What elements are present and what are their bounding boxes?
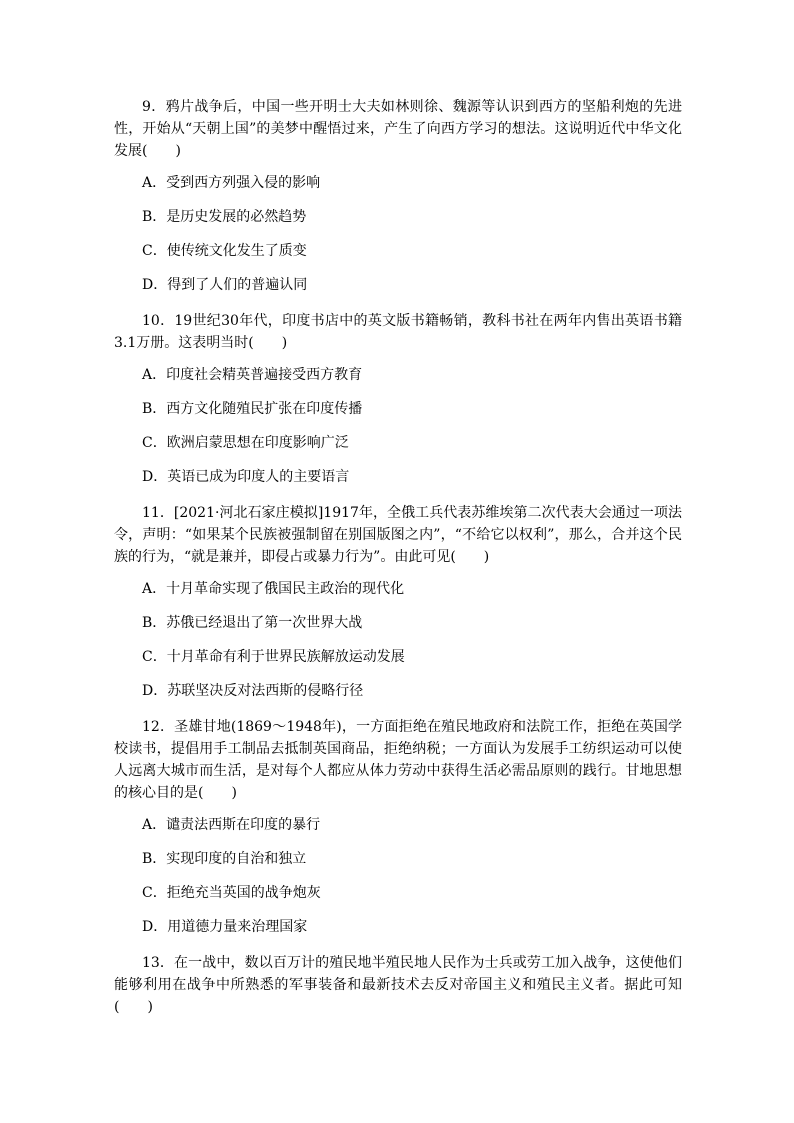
option-list <box>114 816 682 936</box>
option-c: C．拒绝充当英国的战争炮灰 <box>142 885 321 901</box>
question-12 <box>114 716 682 936</box>
option-a: A．十月革命实现了俄国民主政治的现代化 <box>142 581 405 597</box>
question-list <box>114 96 682 1020</box>
option-d: D．用道德力量来治理国家 <box>142 919 308 935</box>
option-list <box>114 580 682 700</box>
option-a: A．受到西方列强入侵的影响 <box>142 175 321 191</box>
option-c: C．十月革命有利于世界民族解放运动发展 <box>142 649 405 665</box>
question-stem: 10．19世纪30年代，印度书店中的英文版书籍畅销，教科书社在两年内售出英语书籍3.1万册。这表明当时( ) <box>114 313 682 351</box>
option-c: C．使传统文化发生了质变 <box>142 243 307 259</box>
question-stem: 12．圣雄甘地(1869～1948年)，一方面拒绝在殖民地政府和法院工作，拒绝在英国学校读书，提倡用手工制品去抵制英国商品，拒绝纳税；一方面认为发展手工纺织运动可以使人远离大城市而生活，是对每个人都应从体力劳动中获得生活必需品原则的践行。甘地思想的核心目的是( ) <box>114 719 682 801</box>
question-stem: 11．[2021·河北石家庄模拟]1917年，全俄工兵代表苏维埃第二次代表大会通过一项法令，声明：“如果某个民族被强制留在别国版图之内”，“不给它以权利”，那么，合并这个民族的行为，“就是兼并，即侵占或暴力行为”。由此可见( ) <box>114 505 682 565</box>
question-10 <box>114 310 682 486</box>
option-a: A．印度社会精英普遍接受西方教育 <box>142 367 363 383</box>
question-13 <box>114 952 682 1018</box>
option-b: B．是历史发展的必然趋势 <box>142 209 307 225</box>
option-d: D．苏联坚决反对法西斯的侵略行径 <box>142 683 364 699</box>
question-stem: 9．鸦片战争后，中国一些开明士大夫如林则徐、魏源等认识到西方的坚船利炮的先进性，开始从“天朝上国”的美梦中醒悟过来，产生了向西方学习的想法。这说明近代中华文化发展( ) <box>114 99 682 159</box>
option-d: D．得到了人们的普遍认同 <box>142 277 308 293</box>
option-c: C．欧洲启蒙思想在印度影响广泛 <box>142 435 349 451</box>
option-b: B．实现印度的自治和独立 <box>142 851 307 867</box>
question-stem: 13．在一战中，数以百万计的殖民地半殖民地人民作为士兵或劳工加入战争，这使他们能够利用在战争中所熟悉的军事装备和最新技术去反对帝国主义和殖民主义者。据此可知( ) <box>114 955 682 1015</box>
option-b: B．苏俄已经退出了第一次世界大战 <box>142 615 363 631</box>
question-9 <box>114 96 682 294</box>
option-a: A．谴责法西斯在印度的暴行 <box>142 817 321 833</box>
option-d: D．英语已成为印度人的主要语言 <box>142 469 350 485</box>
question-11 <box>114 502 682 700</box>
option-list <box>114 366 682 486</box>
option-b: B．西方文化随殖民扩张在印度传播 <box>142 401 363 417</box>
option-list <box>114 174 682 294</box>
